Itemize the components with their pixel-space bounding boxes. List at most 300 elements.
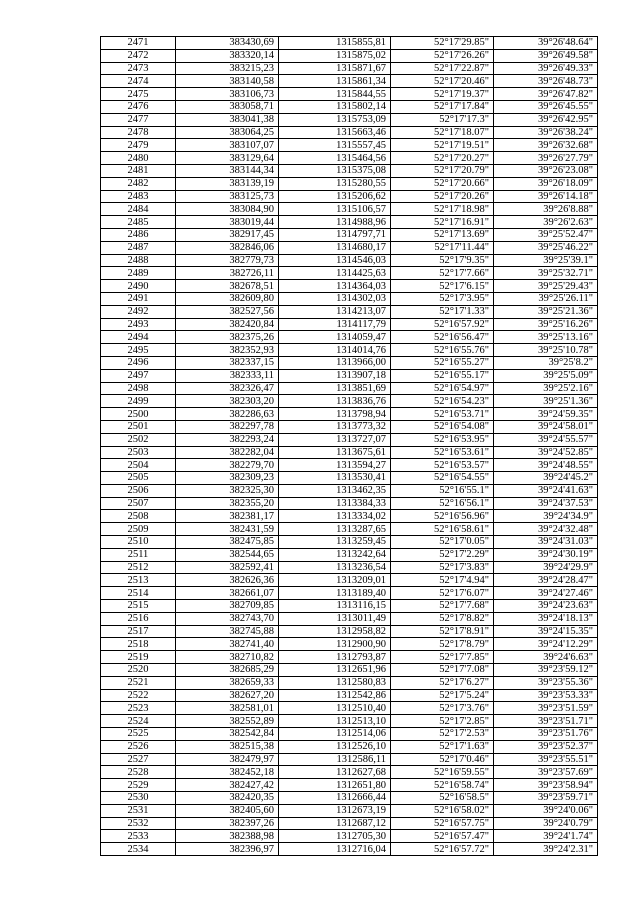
latitude-cell: 52°17'0.05"	[391, 536, 494, 549]
coord-y-cell: 1312958,82	[279, 625, 391, 638]
coord-y-cell: 1315871,67	[279, 62, 391, 75]
table-row	[101, 369, 598, 382]
coord-x-cell: 383107,07	[176, 139, 279, 152]
coord-x-cell: 383139,19	[176, 177, 279, 190]
coord-y-cell: 1313798,94	[279, 408, 391, 421]
latitude-cell: 52°16'57.47"	[391, 830, 494, 843]
latitude-cell: 52°17'13.69"	[391, 228, 494, 241]
latitude-cell: 52°16'58.61"	[391, 523, 494, 536]
coord-y-cell: 1313236,54	[279, 561, 391, 574]
point-number-cell: 2504	[101, 459, 176, 472]
latitude-cell: 52°17'20.66"	[391, 177, 494, 190]
coord-y-cell: 1313530,41	[279, 472, 391, 485]
coord-y-cell: 1315844,55	[279, 88, 391, 101]
coord-x-cell: 382388,98	[176, 830, 279, 843]
table-row	[101, 228, 598, 241]
longitude-cell: 39°24'2.31"	[494, 843, 598, 856]
latitude-cell: 52°16'53.95"	[391, 433, 494, 446]
coord-y-cell: 1312513,10	[279, 715, 391, 728]
longitude-cell: 39°24'37.53"	[494, 497, 598, 510]
longitude-cell: 39°25'10.78"	[494, 344, 598, 357]
table-row	[101, 152, 598, 165]
table-row	[101, 766, 598, 779]
table-row	[101, 459, 598, 472]
table-row	[101, 113, 598, 126]
longitude-cell: 39°23'57.69"	[494, 766, 598, 779]
longitude-cell: 39°25'8.2"	[494, 356, 598, 369]
longitude-cell: 39°25'32.71"	[494, 267, 598, 280]
longitude-cell: 39°26'14.18"	[494, 190, 598, 203]
longitude-cell: 39°26'8.88"	[494, 203, 598, 216]
coord-y-cell: 1313727,07	[279, 433, 391, 446]
table-row	[101, 126, 598, 139]
point-number-cell: 2492	[101, 305, 176, 318]
latitude-cell: 52°17'1.63"	[391, 740, 494, 753]
coord-y-cell: 1312666,44	[279, 792, 391, 805]
latitude-cell: 52°17'26.26"	[391, 49, 494, 62]
longitude-cell: 39°24'34.9"	[494, 510, 598, 523]
coord-y-cell: 1314797,71	[279, 228, 391, 241]
latitude-cell: 52°16'56.47"	[391, 331, 494, 344]
table-row	[101, 600, 598, 613]
coord-x-cell: 382726,11	[176, 267, 279, 280]
longitude-cell: 39°24'0.79"	[494, 817, 598, 830]
longitude-cell: 39°23'59.71"	[494, 792, 598, 805]
point-number-cell: 2529	[101, 779, 176, 792]
coord-x-cell: 382709,85	[176, 600, 279, 613]
table-row	[101, 664, 598, 677]
latitude-cell: 52°17'20.79"	[391, 164, 494, 177]
coord-y-cell: 1312651,96	[279, 664, 391, 677]
coord-x-cell: 382685,29	[176, 664, 279, 677]
latitude-cell: 52°17'3.95"	[391, 292, 494, 305]
longitude-cell: 39°26'49.58"	[494, 49, 598, 62]
coord-y-cell: 1313334,02	[279, 510, 391, 523]
point-number-cell: 2491	[101, 292, 176, 305]
point-number-cell: 2499	[101, 395, 176, 408]
coord-y-cell: 1312793,87	[279, 651, 391, 664]
point-number-cell: 2487	[101, 241, 176, 254]
longitude-cell: 39°24'30.19"	[494, 548, 598, 561]
latitude-cell: 52°17'7.85"	[391, 651, 494, 664]
longitude-cell: 39°26'38.24"	[494, 126, 598, 139]
coord-y-cell: 1315875,02	[279, 49, 391, 62]
point-number-cell: 2503	[101, 446, 176, 459]
coord-y-cell: 1313287,65	[279, 523, 391, 536]
longitude-cell: 39°25'16.26"	[494, 318, 598, 331]
point-number-cell: 2500	[101, 408, 176, 421]
table-row	[101, 497, 598, 510]
longitude-cell: 39°23'51.76"	[494, 728, 598, 741]
latitude-cell: 52°17'17.84"	[391, 100, 494, 113]
table-row	[101, 254, 598, 267]
latitude-cell: 52°17'19.51"	[391, 139, 494, 152]
latitude-cell: 52°16'55.17"	[391, 369, 494, 382]
latitude-cell: 52°17'17.3"	[391, 113, 494, 126]
latitude-cell: 52°17'7.68"	[391, 600, 494, 613]
coord-y-cell: 1313966,00	[279, 356, 391, 369]
table-row	[101, 753, 598, 766]
table-row	[101, 190, 598, 203]
longitude-cell: 39°24'58.01"	[494, 420, 598, 433]
longitude-cell: 39°25'13.16"	[494, 331, 598, 344]
table-row	[101, 740, 598, 753]
coord-y-cell: 1314988,96	[279, 216, 391, 229]
table-row	[101, 702, 598, 715]
coord-x-cell: 382544,65	[176, 548, 279, 561]
longitude-cell: 39°24'12.29"	[494, 638, 598, 651]
longitude-cell: 39°23'59.12"	[494, 664, 598, 677]
coord-x-cell: 382917,45	[176, 228, 279, 241]
coord-x-cell: 382743,70	[176, 612, 279, 625]
coord-y-cell: 1312687,12	[279, 817, 391, 830]
table-row	[101, 484, 598, 497]
latitude-cell: 52°17'8.79"	[391, 638, 494, 651]
coord-x-cell: 382297,78	[176, 420, 279, 433]
coord-y-cell: 1313462,35	[279, 484, 391, 497]
coord-x-cell: 383430,69	[176, 37, 279, 50]
coord-y-cell: 1313116,15	[279, 600, 391, 613]
latitude-cell: 52°17'7.08"	[391, 664, 494, 677]
latitude-cell: 52°16'57.75"	[391, 817, 494, 830]
table-row	[101, 241, 598, 254]
latitude-cell: 52°17'8.91"	[391, 625, 494, 638]
point-number-cell: 2531	[101, 804, 176, 817]
point-number-cell: 2527	[101, 753, 176, 766]
latitude-cell: 52°17'19.37"	[391, 88, 494, 101]
coord-x-cell: 383125,73	[176, 190, 279, 203]
point-number-cell: 2516	[101, 612, 176, 625]
latitude-cell: 52°17'1.33"	[391, 305, 494, 318]
table-row	[101, 62, 598, 75]
latitude-cell: 52°16'53.61"	[391, 446, 494, 459]
latitude-cell: 52°16'56.1"	[391, 497, 494, 510]
coord-x-cell: 382326,47	[176, 382, 279, 395]
coord-y-cell: 1314302,03	[279, 292, 391, 305]
latitude-cell: 52°17'20.46"	[391, 75, 494, 88]
coord-x-cell: 382325,30	[176, 484, 279, 497]
table-row	[101, 715, 598, 728]
coord-x-cell: 382333,11	[176, 369, 279, 382]
coord-x-cell: 382431,59	[176, 523, 279, 536]
latitude-cell: 52°17'2.29"	[391, 548, 494, 561]
coord-x-cell: 383064,25	[176, 126, 279, 139]
point-number-cell: 2502	[101, 433, 176, 446]
coord-x-cell: 383084,90	[176, 203, 279, 216]
coord-y-cell: 1313851,69	[279, 382, 391, 395]
latitude-cell: 52°16'55.27"	[391, 356, 494, 369]
table-row	[101, 792, 598, 805]
coord-x-cell: 383140,58	[176, 75, 279, 88]
point-number-cell: 2479	[101, 139, 176, 152]
coord-y-cell: 1315375,08	[279, 164, 391, 177]
point-number-cell: 2505	[101, 472, 176, 485]
coord-y-cell: 1313011,49	[279, 612, 391, 625]
coord-x-cell: 383058,71	[176, 100, 279, 113]
coord-y-cell: 1313384,33	[279, 497, 391, 510]
table-row	[101, 536, 598, 549]
longitude-cell: 39°24'41.63"	[494, 484, 598, 497]
coord-x-cell: 382592,41	[176, 561, 279, 574]
longitude-cell: 39°25'39.1"	[494, 254, 598, 267]
latitude-cell: 52°16'59.55"	[391, 766, 494, 779]
longitude-cell: 39°23'55.51"	[494, 753, 598, 766]
point-number-cell: 2523	[101, 702, 176, 715]
table-row	[101, 612, 598, 625]
coord-y-cell: 1315663,46	[279, 126, 391, 139]
table-row	[101, 420, 598, 433]
longitude-cell: 39°25'21.36"	[494, 305, 598, 318]
table-row	[101, 472, 598, 485]
table-row	[101, 548, 598, 561]
latitude-cell: 52°16'58.5"	[391, 792, 494, 805]
longitude-cell: 39°25'29.43"	[494, 280, 598, 293]
latitude-cell: 52°17'7.66"	[391, 267, 494, 280]
coord-y-cell: 1315557,45	[279, 139, 391, 152]
point-number-cell: 2507	[101, 497, 176, 510]
coord-x-cell: 383215,23	[176, 62, 279, 75]
coord-y-cell: 1315106,57	[279, 203, 391, 216]
latitude-cell: 52°16'58.02"	[391, 804, 494, 817]
longitude-cell: 39°25'1.36"	[494, 395, 598, 408]
longitude-cell: 39°26'48.64"	[494, 37, 598, 50]
table-row	[101, 446, 598, 459]
point-number-cell: 2528	[101, 766, 176, 779]
latitude-cell: 52°17'18.98"	[391, 203, 494, 216]
point-number-cell: 2496	[101, 356, 176, 369]
table-row	[101, 356, 598, 369]
coord-x-cell: 382282,04	[176, 446, 279, 459]
latitude-cell: 52°16'54.23"	[391, 395, 494, 408]
point-number-cell: 2532	[101, 817, 176, 830]
latitude-cell: 52°17'9.35"	[391, 254, 494, 267]
longitude-cell: 39°26'45.55"	[494, 100, 598, 113]
longitude-cell: 39°25'5.09"	[494, 369, 598, 382]
table-row	[101, 382, 598, 395]
coord-y-cell: 1313675,61	[279, 446, 391, 459]
coordinates-table	[100, 36, 598, 856]
longitude-cell: 39°25'52.47"	[494, 228, 598, 241]
latitude-cell: 52°17'4.94"	[391, 574, 494, 587]
point-number-cell: 2519	[101, 651, 176, 664]
longitude-cell: 39°25'46.22"	[494, 241, 598, 254]
coord-x-cell: 382452,18	[176, 766, 279, 779]
longitude-cell: 39°23'51.59"	[494, 702, 598, 715]
table-row	[101, 88, 598, 101]
point-number-cell: 2490	[101, 280, 176, 293]
table-row	[101, 817, 598, 830]
coord-y-cell: 1315280,55	[279, 177, 391, 190]
coord-y-cell: 1315861,34	[279, 75, 391, 88]
point-number-cell: 2530	[101, 792, 176, 805]
point-number-cell: 2481	[101, 164, 176, 177]
longitude-cell: 39°24'15.35"	[494, 625, 598, 638]
table-row	[101, 318, 598, 331]
coord-y-cell: 1315802,14	[279, 100, 391, 113]
latitude-cell: 52°16'57.92"	[391, 318, 494, 331]
coord-x-cell: 382405,60	[176, 804, 279, 817]
coord-y-cell: 1313773,32	[279, 420, 391, 433]
point-number-cell: 2485	[101, 216, 176, 229]
point-number-cell: 2526	[101, 740, 176, 753]
latitude-cell: 52°17'20.26"	[391, 190, 494, 203]
longitude-cell: 39°24'28.47"	[494, 574, 598, 587]
coord-x-cell: 383041,38	[176, 113, 279, 126]
coord-y-cell: 1313209,01	[279, 574, 391, 587]
longitude-cell: 39°23'58.94"	[494, 779, 598, 792]
longitude-cell: 39°26'47.82"	[494, 88, 598, 101]
coord-x-cell: 382609,80	[176, 292, 279, 305]
longitude-cell: 39°26'2.63"	[494, 216, 598, 229]
table-row	[101, 139, 598, 152]
table-row	[101, 676, 598, 689]
point-number-cell: 2483	[101, 190, 176, 203]
coord-y-cell: 1313189,40	[279, 587, 391, 600]
point-number-cell: 2482	[101, 177, 176, 190]
latitude-cell: 52°17'3.83"	[391, 561, 494, 574]
point-number-cell: 2494	[101, 331, 176, 344]
coord-x-cell: 382515,38	[176, 740, 279, 753]
table-row	[101, 523, 598, 536]
coord-x-cell: 382552,89	[176, 715, 279, 728]
point-number-cell: 2478	[101, 126, 176, 139]
point-number-cell: 2472	[101, 49, 176, 62]
point-number-cell: 2509	[101, 523, 176, 536]
coordinates-table-body	[101, 37, 598, 856]
point-number-cell: 2521	[101, 676, 176, 689]
point-number-cell: 2534	[101, 843, 176, 856]
longitude-cell: 39°24'1.74"	[494, 830, 598, 843]
point-number-cell: 2513	[101, 574, 176, 587]
coord-y-cell: 1315206,62	[279, 190, 391, 203]
table-row	[101, 587, 598, 600]
table-row	[101, 651, 598, 664]
coord-x-cell: 382397,26	[176, 817, 279, 830]
point-number-cell: 2506	[101, 484, 176, 497]
coord-x-cell: 382745,88	[176, 625, 279, 638]
coord-y-cell: 1314059,47	[279, 331, 391, 344]
longitude-cell: 39°24'55.57"	[494, 433, 598, 446]
coord-x-cell: 382352,93	[176, 344, 279, 357]
coord-y-cell: 1312580,83	[279, 676, 391, 689]
longitude-cell: 39°26'49.33"	[494, 62, 598, 75]
point-number-cell: 2520	[101, 664, 176, 677]
point-number-cell: 2533	[101, 830, 176, 843]
latitude-cell: 52°16'53.71"	[391, 408, 494, 421]
coord-x-cell: 382475,85	[176, 536, 279, 549]
longitude-cell: 39°24'23.63"	[494, 600, 598, 613]
longitude-cell: 39°24'32.48"	[494, 523, 598, 536]
longitude-cell: 39°24'45.2"	[494, 472, 598, 485]
latitude-cell: 52°17'16.91"	[391, 216, 494, 229]
coord-x-cell: 382420,35	[176, 792, 279, 805]
point-number-cell: 2511	[101, 548, 176, 561]
table-row	[101, 395, 598, 408]
point-number-cell: 2473	[101, 62, 176, 75]
point-number-cell: 2498	[101, 382, 176, 395]
coord-x-cell: 382375,26	[176, 331, 279, 344]
coord-x-cell: 382846,06	[176, 241, 279, 254]
point-number-cell: 2501	[101, 420, 176, 433]
table-row	[101, 177, 598, 190]
longitude-cell: 39°24'27.46"	[494, 587, 598, 600]
coord-y-cell: 1315855,81	[279, 37, 391, 50]
table-row	[101, 164, 598, 177]
table-row	[101, 331, 598, 344]
longitude-cell: 39°25'26.11"	[494, 292, 598, 305]
point-number-cell: 2525	[101, 728, 176, 741]
latitude-cell: 52°17'20.27"	[391, 152, 494, 165]
table-row	[101, 843, 598, 856]
coord-x-cell: 382581,01	[176, 702, 279, 715]
point-number-cell: 2471	[101, 37, 176, 50]
latitude-cell: 52°16'55.1"	[391, 484, 494, 497]
longitude-cell: 39°26'27.79"	[494, 152, 598, 165]
longitude-cell: 39°24'29.9"	[494, 561, 598, 574]
coord-x-cell: 382710,82	[176, 651, 279, 664]
coord-x-cell: 382355,20	[176, 497, 279, 510]
latitude-cell: 52°17'2.85"	[391, 715, 494, 728]
coord-x-cell: 383320,14	[176, 49, 279, 62]
latitude-cell: 52°17'2.53"	[391, 728, 494, 741]
latitude-cell: 52°17'11.44"	[391, 241, 494, 254]
point-number-cell: 2486	[101, 228, 176, 241]
latitude-cell: 52°17'6.07"	[391, 587, 494, 600]
longitude-cell: 39°25'2.16"	[494, 382, 598, 395]
point-number-cell: 2488	[101, 254, 176, 267]
point-number-cell: 2518	[101, 638, 176, 651]
latitude-cell: 52°16'54.55"	[391, 472, 494, 485]
latitude-cell: 52°17'8.82"	[391, 612, 494, 625]
coord-y-cell: 1314364,03	[279, 280, 391, 293]
coord-y-cell: 1313259,45	[279, 536, 391, 549]
point-number-cell: 2493	[101, 318, 176, 331]
longitude-cell: 39°26'48.73"	[494, 75, 598, 88]
coord-y-cell: 1312651,80	[279, 779, 391, 792]
table-row	[101, 100, 598, 113]
coord-y-cell: 1313594,27	[279, 459, 391, 472]
latitude-cell: 52°17'18.07"	[391, 126, 494, 139]
coord-x-cell: 382479,97	[176, 753, 279, 766]
coord-x-cell: 382420,84	[176, 318, 279, 331]
coord-x-cell: 382661,07	[176, 587, 279, 600]
longitude-cell: 39°26'32.68"	[494, 139, 598, 152]
table-row	[101, 280, 598, 293]
table-row	[101, 305, 598, 318]
point-number-cell: 2508	[101, 510, 176, 523]
coord-y-cell: 1312510,40	[279, 702, 391, 715]
coord-y-cell: 1313242,64	[279, 548, 391, 561]
coord-y-cell: 1314213,07	[279, 305, 391, 318]
point-number-cell: 2476	[101, 100, 176, 113]
table-row	[101, 574, 598, 587]
latitude-cell: 52°17'22.87"	[391, 62, 494, 75]
point-number-cell: 2514	[101, 587, 176, 600]
table-row	[101, 292, 598, 305]
coord-y-cell: 1314425,63	[279, 267, 391, 280]
point-number-cell: 2497	[101, 369, 176, 382]
table-row	[101, 344, 598, 357]
coord-x-cell: 383019,44	[176, 216, 279, 229]
latitude-cell: 52°16'53.57"	[391, 459, 494, 472]
latitude-cell: 52°16'58.74"	[391, 779, 494, 792]
coord-y-cell: 1312542,86	[279, 689, 391, 702]
coord-y-cell: 1312705,30	[279, 830, 391, 843]
point-number-cell: 2484	[101, 203, 176, 216]
coord-x-cell: 383144,34	[176, 164, 279, 177]
coord-x-cell: 382678,51	[176, 280, 279, 293]
latitude-cell: 52°17'3.76"	[391, 702, 494, 715]
